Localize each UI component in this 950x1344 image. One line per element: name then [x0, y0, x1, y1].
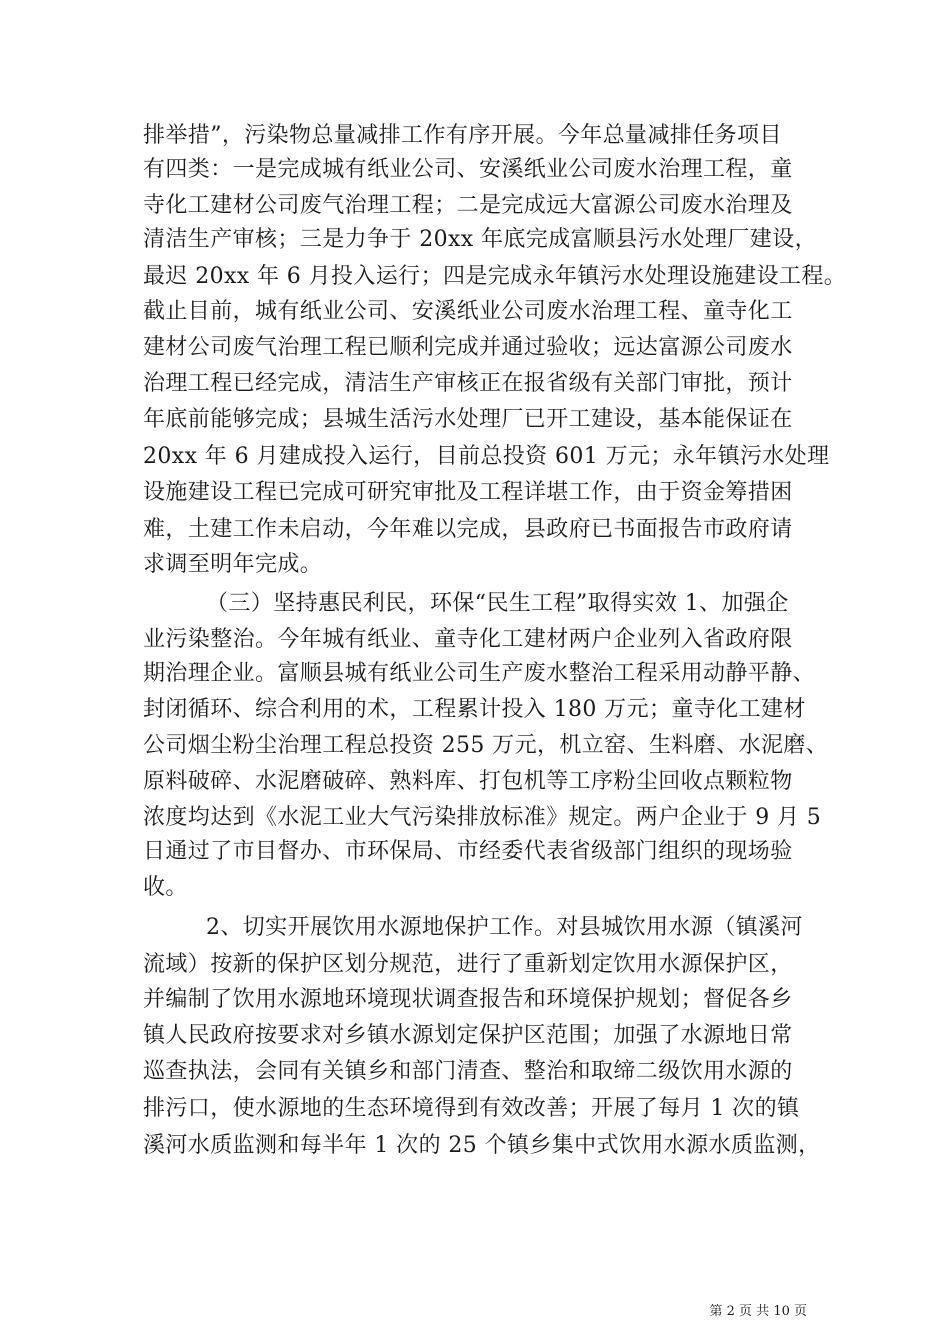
text-line: 业污染整治。今年城有纸业、童寺化工建材两户企业列入省政府限 [143, 627, 793, 652]
text-line: 日通过了市目督办、市环保局、市经委代表省级部门组织的现场验 [143, 839, 793, 864]
text-line: 公司烟尘粉尘治理工程总投资 255 万元，机立窑、生料磨、水泥磨、 [143, 733, 829, 758]
text-line: 最迟 20xx 年 6 月投入运行；四是完成永年镇污水处理设施建设工程。 [143, 264, 847, 289]
text-line: 2、切实开展饮用水源地保护工作。对县城饮用水源（镇溪河 [206, 915, 803, 940]
text-line: 收。 [143, 875, 188, 900]
text-line: 求调至明年完成。 [143, 552, 323, 577]
text-line: （三）坚持惠民利民，环保“民生工程”取得实效 1、加强企 [206, 591, 789, 616]
text-line: 清洁生产审核；三是力争于 20xx 年底完成富顺县污水处理厂建设， [143, 227, 817, 252]
text-line: 巡查执法，会同有关镇乡和部门清查、整治和取缔二级饮用水源的 [143, 1059, 793, 1084]
text-line: 治理工程已经完成，清洁生产审核正在报省级有关部门审批，预计 [143, 371, 793, 396]
text-line: 截止目前，城有纸业公司、安溪纸业公司废水治理工程、童寺化工 [143, 299, 793, 324]
text-line: 有四类：一是完成城有纸业公司、安溪纸业公司废水治理工程，童 [143, 157, 793, 182]
text-line: 溪河水质监测和每半年 1 次的 25 个镇乡集中式饮用水源水质监测， [143, 1133, 821, 1158]
text-line: 建材公司废气治理工程已顺利完成并通过验收；远达富源公司废水 [143, 335, 793, 360]
text-line: 期治理企业。富顺县城有纸业公司生产废水整治工程采用动静平静、 [143, 661, 816, 686]
text-line: 并编制了饮用水源地环境现状调查报告和环境保护规划；督促各乡 [143, 987, 793, 1012]
text-line: 排污口，使水源地的生态环境得到有效改善；开展了每月 1 次的镇 [143, 1096, 800, 1121]
text-line: 封闭循环、综合利用的术，工程累计投入 180 万元；童寺化工建材 [143, 697, 806, 722]
text-line: 浓度均达到《水泥工业大气污染排放标准》规定。两户企业于 9 月 5 [143, 805, 822, 830]
text-line: 难，土建工作未启动，今年难以完成，县政府已书面报告市政府请 [143, 517, 793, 542]
text-line: 20xx 年 6 月建成投入运行，目前总投资 601 万元；永年镇污水处理 [143, 444, 830, 469]
page-number: 第 2 页 共 10 页 [709, 1304, 807, 1319]
text-line: 流域）按新的保护区划分规范，进行了重新划定饮用水源保护区， [143, 952, 793, 977]
text-line: 寺化工建材公司废气治理工程；二是完成远大富源公司废水治理及 [143, 193, 793, 218]
text-line: 年底前能够完成；县城生活污水处理厂已开工建设，基本能保证在 [143, 407, 793, 432]
text-line: 镇人民政府按要求对乡镇水源划定保护区范围；加强了水源地日常 [143, 1023, 793, 1048]
text-line: 设施建设工程已完成可研究审批及工程详堪工作，由于资金筹措困 [143, 480, 793, 505]
text-line: 原料破碎、水泥磨破碎、熟料库、打包机等工序粉尘回收点颗粒物 [143, 769, 793, 794]
text-line: 排举措”，污染物总量减排工作有序开展。今年总量减排任务项目 [143, 123, 782, 148]
